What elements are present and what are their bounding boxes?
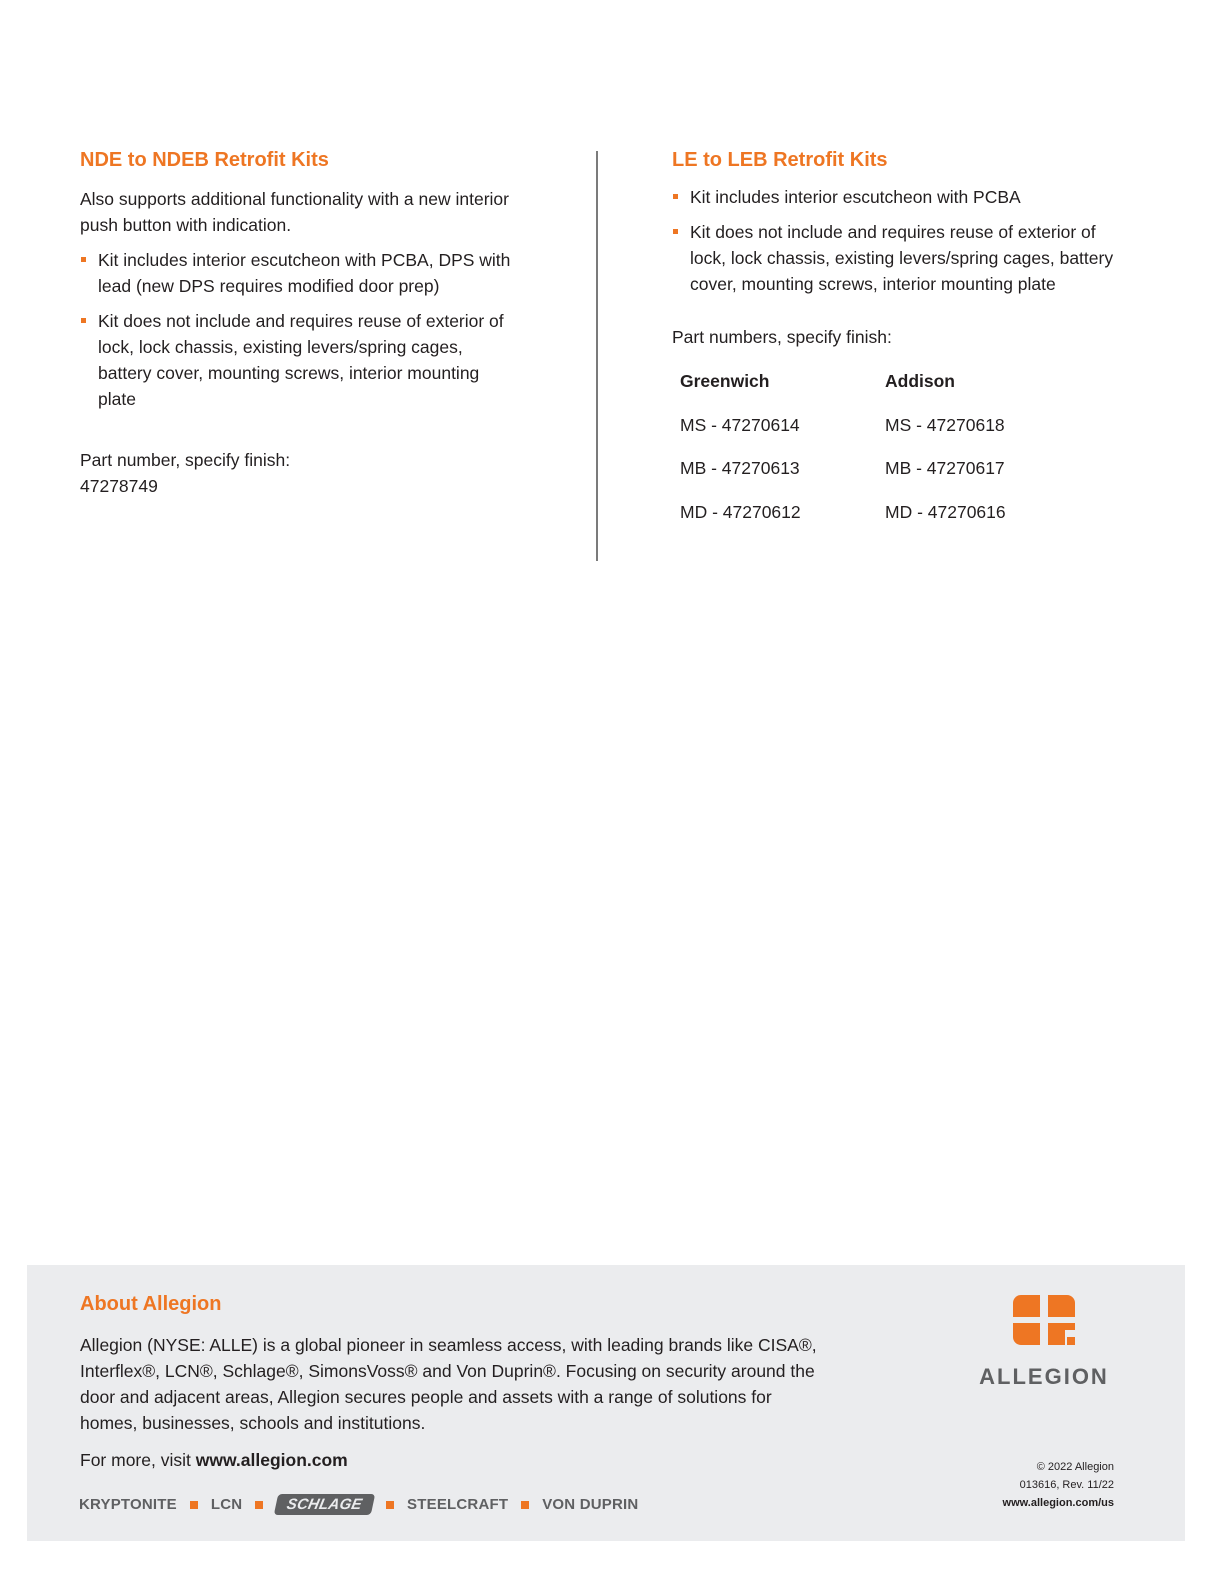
table-cell: MS - 47270618 <box>885 414 1005 435</box>
list-item: Kit includes interior escutcheon with PCBA, DPS with lead (new DPS requires modified door prep) <box>80 247 520 299</box>
table-cell: MD - 47270616 <box>885 501 1006 522</box>
visit-prefix: For more, visit <box>80 1450 196 1470</box>
ndeb-retrofit-section <box>80 148 520 499</box>
brand-vonduprin-logo: VON DUPRIN <box>542 1496 639 1513</box>
about-allegion-panel <box>27 1265 1185 1541</box>
brand-separator-icon <box>386 1501 394 1509</box>
ndeb-part-label: Part number, specify finish: <box>80 450 291 470</box>
ndeb-bullet-list <box>80 247 520 412</box>
column-header-addison: Addison <box>885 371 955 391</box>
list-item: Kit includes interior escutcheon with PCBA <box>672 184 1122 210</box>
about-title: About Allegion <box>80 1293 222 1315</box>
leb-bullet-list <box>672 184 1122 297</box>
copyright-text: © 2022 Allegion <box>1036 1461 1114 1473</box>
ndeb-section-title: NDE to NDEB Retrofit Kits <box>80 149 329 171</box>
about-body-text: Allegion (NYSE: ALLE) is a global pioneer in seamless access, with leading brands like CISA®, Interflex®, LCN®, Schlage®, SimonsVoss® and Von Duprin®. Focusing on security around the door and adjacent areas, Allegion secures people and assets with a range of solutions for homes, businesses, schools and institutions. <box>80 1335 817 1433</box>
copyright-block <box>1003 1458 1114 1512</box>
allegion-wordmark: ALLEGION <box>979 1364 1109 1389</box>
brand-lcn-logo: LCN <box>210 1496 243 1513</box>
table-row <box>680 408 1090 452</box>
table-row <box>680 451 1090 495</box>
allegion-us-link[interactable]: www.allegion.com/us <box>1002 1497 1114 1509</box>
brand-separator-icon <box>255 1501 263 1509</box>
table-cell: MD - 47270612 <box>680 501 801 522</box>
table-header-row <box>680 364 1090 408</box>
brand-separator-icon <box>190 1501 198 1509</box>
table-cell: MB - 47270617 <box>885 458 1005 478</box>
ndeb-intro-text: Also supports additional functionality with a new interior push button with indication. <box>80 189 509 235</box>
bullet-square-icon <box>673 229 678 234</box>
ndeb-part-number: 47278749 <box>80 476 158 496</box>
table-row <box>680 495 1090 539</box>
bullet-square-icon <box>81 318 86 323</box>
leb-part-label: Part numbers, specify finish: <box>672 327 892 347</box>
allegion-logo <box>977 1295 1111 1390</box>
brand-separator-icon <box>521 1501 529 1509</box>
bullet-square-icon <box>673 194 678 199</box>
table-cell: MS - 47270614 <box>680 414 800 435</box>
visit-line <box>80 1447 348 1473</box>
brand-logo-strip <box>79 1494 638 1515</box>
brand-steelcraft-logo: STEELCRAFT <box>407 1496 509 1513</box>
bullet-square-icon <box>81 257 86 262</box>
brand-schlage-logo: SCHLAGE <box>274 1494 375 1515</box>
allegion-website-link[interactable]: www.allegion.com <box>195 1450 348 1470</box>
allegion-mark-icon <box>1013 1295 1075 1353</box>
brand-kryptonite-logo: KRYPTONITE <box>79 1496 177 1513</box>
table-cell: MB - 47270613 <box>680 458 800 478</box>
leb-retrofit-section <box>672 148 1122 538</box>
list-item: Kit does not include and requires reuse of exterior of lock, lock chassis, existing levers/spring cages, battery cover, mounting screws, interior mounting plate <box>80 308 520 412</box>
column-header-greenwich: Greenwich <box>680 371 770 391</box>
leb-section-title: LE to LEB Retrofit Kits <box>672 149 888 171</box>
document-number: 013616, Rev. 11/22 <box>1019 1479 1114 1491</box>
list-item: Kit does not include and requires reuse of exterior of lock, lock chassis, existing levers/spring cages, battery cover, mounting screws, interior mounting plate <box>672 219 1122 297</box>
column-divider <box>596 151 598 561</box>
part-number-table <box>680 364 1090 538</box>
